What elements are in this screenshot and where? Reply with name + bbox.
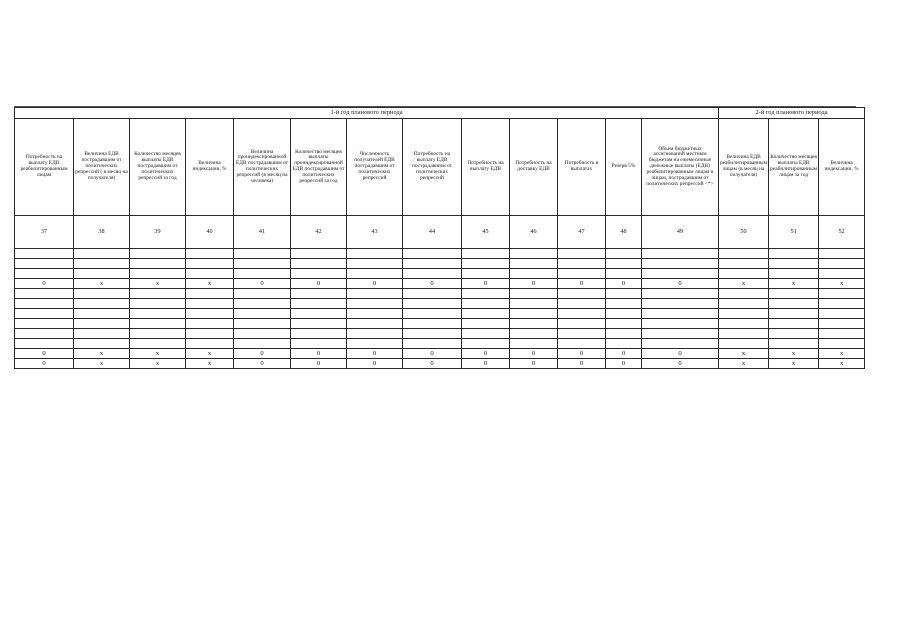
table-cell: x: [186, 349, 234, 359]
table-cell: [819, 249, 865, 259]
table-cell: [719, 249, 769, 259]
column-header: Потребность на выплату ЕДВ реабилитированным лицам: [15, 119, 74, 216]
column-header: Количество месяцев выплаты проиндексированной ЕДВ пострадавшим от политических репрессий за год: [291, 119, 347, 216]
table-cell: [186, 299, 234, 309]
table-cell: [719, 299, 769, 309]
table-cell: [130, 269, 186, 279]
table-cell: [510, 249, 558, 259]
table-cell: 0: [347, 359, 403, 369]
table-cell: [769, 289, 819, 299]
table-row-empty: [15, 289, 865, 299]
table-cell: x: [719, 349, 769, 359]
table-cell: [186, 259, 234, 269]
table-cell: 0: [462, 349, 510, 359]
table-row-empty: [15, 319, 865, 329]
table-cell: [74, 339, 130, 349]
table-cell: [558, 259, 606, 269]
column-number: 45: [462, 216, 510, 249]
table-cell: 0: [642, 359, 719, 369]
table-cell: 0: [510, 349, 558, 359]
table-cell: 0: [234, 359, 291, 369]
table-cell: [234, 299, 291, 309]
budget-table-sheet: [14, 107, 865, 369]
table-cell: x: [130, 349, 186, 359]
table-cell: [819, 259, 865, 269]
table-cell: [769, 309, 819, 319]
table-cell: 0: [15, 359, 74, 369]
table-cell: [234, 319, 291, 329]
table-cell: [403, 259, 462, 269]
table-cell: x: [719, 279, 769, 289]
table-cell: 0: [403, 279, 462, 289]
table-cell: [347, 259, 403, 269]
table-cell: 0: [234, 349, 291, 359]
table-cell: [130, 309, 186, 319]
column-header: Величина ЕДВ реабилитированным лицам (в месяц на получателя): [719, 119, 769, 216]
table-cell: [186, 289, 234, 299]
table-cell: [462, 339, 510, 349]
column-number: 43: [347, 216, 403, 249]
table-cell: [719, 289, 769, 299]
table-cell: [74, 309, 130, 319]
table-cell: [403, 339, 462, 349]
table-row-empty: [15, 339, 865, 349]
table-cell: 0: [558, 279, 606, 289]
table-cell: [510, 339, 558, 349]
table-cell: [558, 319, 606, 329]
table-cell: [558, 289, 606, 299]
column-number: 52: [819, 216, 865, 249]
table-cell: [186, 339, 234, 349]
table-cell: [819, 269, 865, 279]
column-number: 41: [234, 216, 291, 249]
table-cell: x: [769, 279, 819, 289]
table-cell: [642, 339, 719, 349]
group-header-year2: 2-й год планового периода: [719, 108, 865, 119]
table-cell: [291, 319, 347, 329]
table-cell: [642, 269, 719, 279]
table-cell: 0: [347, 349, 403, 359]
table-cell: [74, 289, 130, 299]
table-cell: [130, 329, 186, 339]
table-cell: x: [769, 359, 819, 369]
group-header-year1: 1-й год планового периода: [15, 108, 719, 119]
table-cell: x: [186, 359, 234, 369]
table-cell: 0: [291, 279, 347, 289]
table-cell: [15, 259, 74, 269]
column-header: Количество месяцев выплаты ЕДВ пострадавшим от политических репрессий за год: [130, 119, 186, 216]
table-cell: 0: [606, 359, 642, 369]
table-cell: 0: [606, 349, 642, 359]
table-cell: [606, 309, 642, 319]
table-cell: [462, 269, 510, 279]
table-cell: [769, 319, 819, 329]
column-header: Количество месяцев выплаты ЕДВ реабилитированным лицам за год: [769, 119, 819, 216]
table-cell: [186, 269, 234, 279]
column-header: Величина ЕДВ пострадавшим от политических репрессий ( в месяц на получателя): [74, 119, 130, 216]
table-cell: [15, 269, 74, 279]
table-cell: 0: [234, 279, 291, 289]
table-cell: 0: [15, 349, 74, 359]
table-cell: [234, 329, 291, 339]
table-cell: [510, 309, 558, 319]
table-cell: [462, 319, 510, 329]
column-number: 38: [74, 216, 130, 249]
table-cell: 0: [403, 349, 462, 359]
table-cell: [347, 339, 403, 349]
table-cell: [234, 259, 291, 269]
table-cell: [462, 309, 510, 319]
table-cell: 0: [558, 349, 606, 359]
table-cell: [769, 269, 819, 279]
table-cell: x: [74, 359, 130, 369]
column-header: Численность получателей ЕДВ пострадавшим от политических репрессий: [347, 119, 403, 216]
table-cell: [291, 329, 347, 339]
table-cell: [719, 309, 769, 319]
column-number: 48: [606, 216, 642, 249]
table-cell: [719, 269, 769, 279]
table-row-empty: [15, 259, 865, 269]
table-cell: [510, 319, 558, 329]
table-cell: [15, 329, 74, 339]
column-header: Потребность на выплату ЕДВ пострадавшим от политических репрессий: [403, 119, 462, 216]
column-header: Объем бюджетных ассигнований местным бюджетам на ежемесячные денежные выплаты (ЕДВ) реабилитированным лицам и лицам, пострадавшим от политических репрессий <*>: [642, 119, 719, 216]
table-cell: [510, 269, 558, 279]
table-cell: [347, 269, 403, 279]
table-cell: [819, 319, 865, 329]
table-row-values: [15, 279, 865, 289]
table-cell: [510, 299, 558, 309]
column-number: 49: [642, 216, 719, 249]
table-row-empty: [15, 329, 865, 339]
table-cell: [462, 299, 510, 309]
table-cell: [769, 249, 819, 259]
table-cell: [15, 289, 74, 299]
table-cell: [819, 299, 865, 309]
table-cell: [130, 339, 186, 349]
table-cell: [769, 339, 819, 349]
table-cell: [74, 249, 130, 259]
table-cell: 0: [291, 359, 347, 369]
column-header: Величина индексации, %: [186, 119, 234, 216]
table-cell: [606, 329, 642, 339]
table-cell: [642, 289, 719, 299]
table-cell: x: [719, 359, 769, 369]
table-cell: [347, 289, 403, 299]
table-cell: [403, 319, 462, 329]
table-cell: [819, 329, 865, 339]
table-row-empty: [15, 299, 865, 309]
table-cell: [642, 259, 719, 269]
table-cell: [558, 309, 606, 319]
column-number-row: [15, 216, 865, 249]
table-cell: [74, 269, 130, 279]
table-cell: [130, 289, 186, 299]
table-cell: [558, 249, 606, 259]
group-header-row: [15, 108, 865, 119]
table-cell: [719, 259, 769, 269]
column-header: Резерв 5%: [606, 119, 642, 216]
table-cell: [74, 329, 130, 339]
table-cell: x: [74, 279, 130, 289]
table-cell: [291, 249, 347, 259]
table-cell: [510, 329, 558, 339]
table-cell: 0: [291, 349, 347, 359]
table-cell: 0: [510, 359, 558, 369]
table-cell: [130, 259, 186, 269]
table-cell: [291, 269, 347, 279]
table-cell: [403, 289, 462, 299]
table-cell: [186, 309, 234, 319]
table-cell: [462, 249, 510, 259]
table-cell: x: [186, 279, 234, 289]
table-cell: [291, 339, 347, 349]
table-row-values: [15, 359, 865, 369]
table-cell: [74, 259, 130, 269]
table-cell: [642, 299, 719, 309]
table-cell: 0: [15, 279, 74, 289]
column-header: Потребность на выплату ЕДВ: [462, 119, 510, 216]
column-header: Потребность на доставку ЕДВ: [510, 119, 558, 216]
table-cell: [606, 299, 642, 309]
table-cell: [403, 329, 462, 339]
table-cell: [347, 309, 403, 319]
table-cell: [510, 259, 558, 269]
table-cell: 0: [606, 279, 642, 289]
table-row-empty: [15, 249, 865, 259]
table-cell: [347, 299, 403, 309]
table-cell: x: [130, 279, 186, 289]
table-cell: x: [819, 279, 865, 289]
table-cell: [462, 289, 510, 299]
table-cell: [74, 299, 130, 309]
table-cell: [15, 309, 74, 319]
table-cell: [819, 309, 865, 319]
table-cell: [769, 329, 819, 339]
table-cell: [606, 269, 642, 279]
column-header: Потребность в выплатах: [558, 119, 606, 216]
table-cell: [15, 339, 74, 349]
column-number: 47: [558, 216, 606, 249]
column-number: 44: [403, 216, 462, 249]
table-cell: [234, 289, 291, 299]
table-cell: 0: [462, 359, 510, 369]
table-cell: [606, 339, 642, 349]
table-cell: [719, 319, 769, 329]
table-cell: 0: [558, 359, 606, 369]
table-cell: [130, 319, 186, 329]
table-cell: x: [130, 359, 186, 369]
column-number: 46: [510, 216, 558, 249]
table-row-empty: [15, 309, 865, 319]
table-cell: [291, 289, 347, 299]
table-cell: [347, 329, 403, 339]
table-cell: [15, 299, 74, 309]
table-cell: [558, 329, 606, 339]
table-cell: [130, 249, 186, 259]
budget-table: [14, 107, 865, 369]
table-cell: [510, 289, 558, 299]
table-cell: [403, 269, 462, 279]
column-number: 40: [186, 216, 234, 249]
table-cell: [606, 319, 642, 329]
column-header: Величина индексации, %: [819, 119, 865, 216]
table-cell: x: [819, 349, 865, 359]
table-cell: [606, 259, 642, 269]
column-number: 50: [719, 216, 769, 249]
table-cell: [234, 309, 291, 319]
table-cell: [719, 339, 769, 349]
table-cell: [642, 319, 719, 329]
column-number: 42: [291, 216, 347, 249]
table-cell: [403, 299, 462, 309]
table-cell: [558, 269, 606, 279]
table-cell: 0: [510, 279, 558, 289]
table-cell: [347, 249, 403, 259]
table-cell: [642, 249, 719, 259]
table-cell: [15, 319, 74, 329]
column-number: 39: [130, 216, 186, 249]
table-cell: [291, 309, 347, 319]
table-cell: [403, 309, 462, 319]
table-cell: 0: [642, 349, 719, 359]
table-row-values: [15, 349, 865, 359]
table-cell: 0: [642, 279, 719, 289]
table-cell: [642, 329, 719, 339]
table-cell: [558, 299, 606, 309]
table-cell: [186, 329, 234, 339]
column-header-row: [15, 119, 865, 216]
table-cell: [819, 339, 865, 349]
table-cell: [642, 309, 719, 319]
table-cell: x: [819, 359, 865, 369]
column-header: Величина проиндексированной ЕДВ пострадавшим от политических репрессий (в месяц на человека): [234, 119, 291, 216]
table-cell: [74, 319, 130, 329]
column-number: 51: [769, 216, 819, 249]
table-cell: [462, 259, 510, 269]
table-cell: [291, 299, 347, 309]
table-cell: x: [74, 349, 130, 359]
table-cell: [769, 259, 819, 269]
table-cell: 0: [403, 359, 462, 369]
table-cell: [15, 249, 74, 259]
table-cell: [130, 299, 186, 309]
table-cell: [606, 249, 642, 259]
table-cell: [234, 249, 291, 259]
table-cell: [719, 329, 769, 339]
table-cell: [558, 339, 606, 349]
column-number: 37: [15, 216, 74, 249]
table-cell: [769, 299, 819, 309]
table-cell: [234, 269, 291, 279]
table-cell: [462, 329, 510, 339]
table-row-empty: [15, 269, 865, 279]
table-cell: 0: [347, 279, 403, 289]
table-cell: [819, 289, 865, 299]
table-cell: [347, 319, 403, 329]
table-cell: [186, 319, 234, 329]
table-cell: [291, 259, 347, 269]
table-cell: x: [769, 349, 819, 359]
table-cell: [403, 249, 462, 259]
table-cell: [234, 339, 291, 349]
table-cell: [606, 289, 642, 299]
table-cell: [186, 249, 234, 259]
table-cell: 0: [462, 279, 510, 289]
